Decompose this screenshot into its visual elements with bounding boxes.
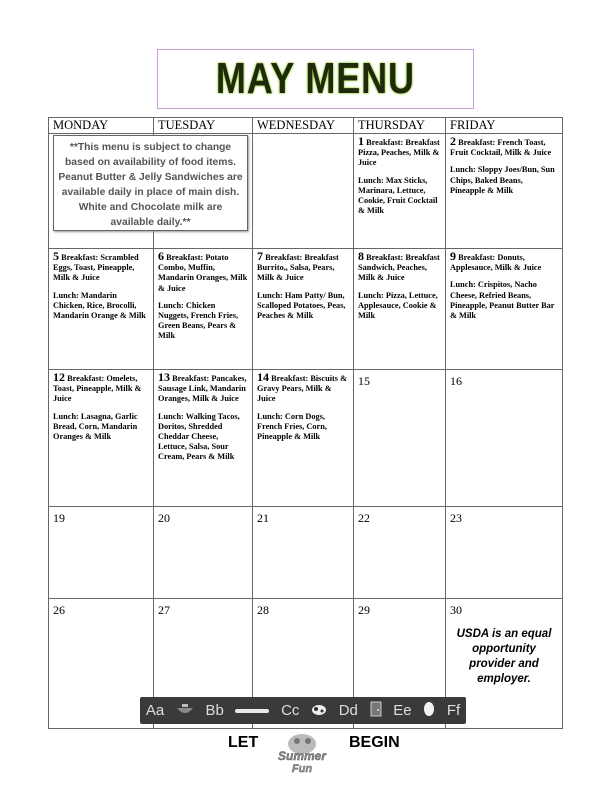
- day-number: 16: [450, 374, 462, 388]
- lunch-text: Lunch: Ham Patty/ Bun, Scalloped Potatoes, Peas, Peaches & Milk: [257, 290, 346, 321]
- alphabet-bb: Bb: [205, 702, 224, 719]
- bat-icon: [235, 702, 269, 719]
- alphabet-dd: Dd: [338, 702, 358, 719]
- day-cell-5: [49, 249, 154, 370]
- alphabet-strip: [140, 697, 466, 724]
- usda-statement: USDA is an equal opportunity provider and employer.: [456, 628, 552, 685]
- lunch-text: Lunch: Mandarin Chicken, Rice, Brocolli, Mandarin Orange & Milk: [53, 290, 146, 321]
- lunch-text: Lunch: Corn Dogs, French Fries, Corn, Pineapple & Milk: [257, 411, 327, 442]
- svg-text:Summer: Summer: [277, 749, 327, 763]
- day-cell-blank: [253, 134, 354, 249]
- day-cell-12: [49, 370, 154, 507]
- alphabet-ee: Ee: [393, 702, 412, 719]
- day-cell-20: [154, 507, 253, 599]
- week-row-2: [49, 249, 563, 370]
- day-cell-23: [446, 507, 563, 599]
- weekday-tuesday: TUESDAY: [154, 118, 253, 134]
- day-cell-26: [49, 599, 154, 729]
- day-number: 19: [53, 511, 65, 525]
- title-box: [157, 49, 474, 109]
- day-number: 30: [450, 603, 462, 617]
- menu-notice: **This menu is subject to change based on availability of food items. Peanut Butter & Jelly Sandwiches are available daily in place of main dish. White and Chocolate milk are available daily.**: [53, 135, 248, 231]
- footer-let: LET: [228, 734, 259, 751]
- weekday-friday: FRIDAY: [446, 118, 563, 134]
- bowl-icon: [176, 702, 194, 720]
- breakfast-text: Breakfast: Scrambled Eggs, Toast, Pineapple, Milk & Juice: [53, 253, 139, 283]
- lunch-text: Lunch: Lasagna, Garlic Bread, Corn, Mandarin Oranges & Milk: [53, 411, 138, 442]
- breakfast-text: Breakfast: Donuts, Applesauce, Milk & Juice: [450, 253, 542, 273]
- day-number: 14: [257, 370, 269, 384]
- day-cell-22: [354, 507, 446, 599]
- day-number: 22: [358, 511, 370, 525]
- day-cell-2: [446, 134, 563, 249]
- breakfast-text: Breakfast: French Toast, Fruit Cocktail, Milk & Juice: [450, 138, 552, 158]
- alphabet-ff: Ff: [446, 702, 461, 719]
- day-cell-13: [154, 370, 253, 507]
- day-number: 1: [358, 134, 364, 148]
- breakfast-text: Breakfast: Breakfast Sandwich, Peaches, Milk & Juice: [358, 253, 440, 283]
- day-number: 28: [257, 603, 269, 617]
- day-cell-6: [154, 249, 253, 370]
- day-number: 9: [450, 249, 456, 263]
- day-number: 5: [53, 249, 59, 263]
- weekday-wednesday: WEDNESDAY: [253, 118, 354, 134]
- day-number: 29: [358, 603, 370, 617]
- footer-begin: BEGIN: [349, 734, 400, 751]
- breakfast-text: Breakfast: Breakfast Pizza, Peaches, Milk & Juice: [358, 138, 440, 168]
- breakfast-text: Breakfast: Breakfast Burrito,, Salsa, Pears, Milk & Juice: [257, 253, 339, 283]
- svg-text:Fun: Fun: [291, 763, 313, 774]
- day-number: 12: [53, 370, 65, 384]
- alphabet-cc: Cc: [281, 702, 300, 719]
- day-cell-16: [446, 370, 563, 507]
- day-number: 27: [158, 603, 170, 617]
- day-number: 6: [158, 249, 164, 263]
- week-row-3: [49, 370, 563, 507]
- cow-icon: [311, 702, 327, 720]
- day-number: 7: [257, 249, 263, 263]
- day-cell-1: [354, 134, 446, 249]
- day-cell-9: [446, 249, 563, 370]
- day-cell-21: [253, 507, 354, 599]
- egg-icon: [423, 701, 435, 721]
- footer: [0, 734, 612, 774]
- page-title: MAY MENU: [215, 54, 416, 103]
- door-icon: [370, 701, 382, 721]
- day-number: 8: [358, 249, 364, 263]
- lunch-text: Lunch: Crispitos, Nacho Cheese, Refried Beans, Pineapple, Peanut Butter Bar & Milk: [450, 280, 555, 321]
- day-cell-15: [354, 370, 446, 507]
- day-cell-8: [354, 249, 446, 370]
- lunch-text: Lunch: Chicken Nuggets, French Fries, Green Beans, Pears & Milk: [158, 300, 239, 341]
- breakfast-text: Breakfast: Biscuits & Gravy Pears, Milk & Juice: [257, 374, 347, 404]
- week-row-4: [49, 507, 563, 599]
- day-cell-7: [253, 249, 354, 370]
- weekday-thursday: THURSDAY: [354, 118, 446, 134]
- alphabet-aa: Aa: [145, 702, 165, 719]
- lunch-text: Lunch: Pizza, Lettuce, Applesauce, Cookie & Milk: [358, 290, 438, 321]
- summer-fun-logo: [275, 728, 330, 774]
- lunch-text: Lunch: Max Sticks, Marinara, Lettuce, Cookie, Fruit Cocktail & Milk: [358, 175, 438, 216]
- day-cell-14: [253, 370, 354, 507]
- breakfast-text: Breakfast: Pancakes, Sausage Link, Mandarin Oranges, Milk & Juice: [158, 374, 247, 404]
- weekday-header-row: [49, 118, 563, 134]
- day-number: 26: [53, 603, 65, 617]
- day-cell-19: [49, 507, 154, 599]
- lunch-text: Lunch: Walking Tacos, Doritos, Shredded Cheddar Cheese, Lettuce, Salsa, Sour Cream, Pears & Milk: [158, 411, 240, 462]
- lunch-text: Lunch: Sloppy Joes/Bun, Sun Chips, Baked Beans, Pineapple & Milk: [450, 165, 555, 195]
- breakfast-text: Breakfast: Potato Combo, Muffin, Mandarin Oranges, Milk & Juice: [158, 253, 248, 293]
- weekday-monday: MONDAY: [49, 118, 154, 134]
- day-number: 20: [158, 511, 170, 525]
- day-number: 13: [158, 370, 170, 384]
- day-number: 21: [257, 511, 269, 525]
- day-number: 23: [450, 511, 462, 525]
- breakfast-text: Breakfast: Omelets, Toast, Pineapple, Milk & Juice: [53, 374, 142, 404]
- day-number: 2: [450, 134, 456, 148]
- day-number: 15: [358, 374, 370, 388]
